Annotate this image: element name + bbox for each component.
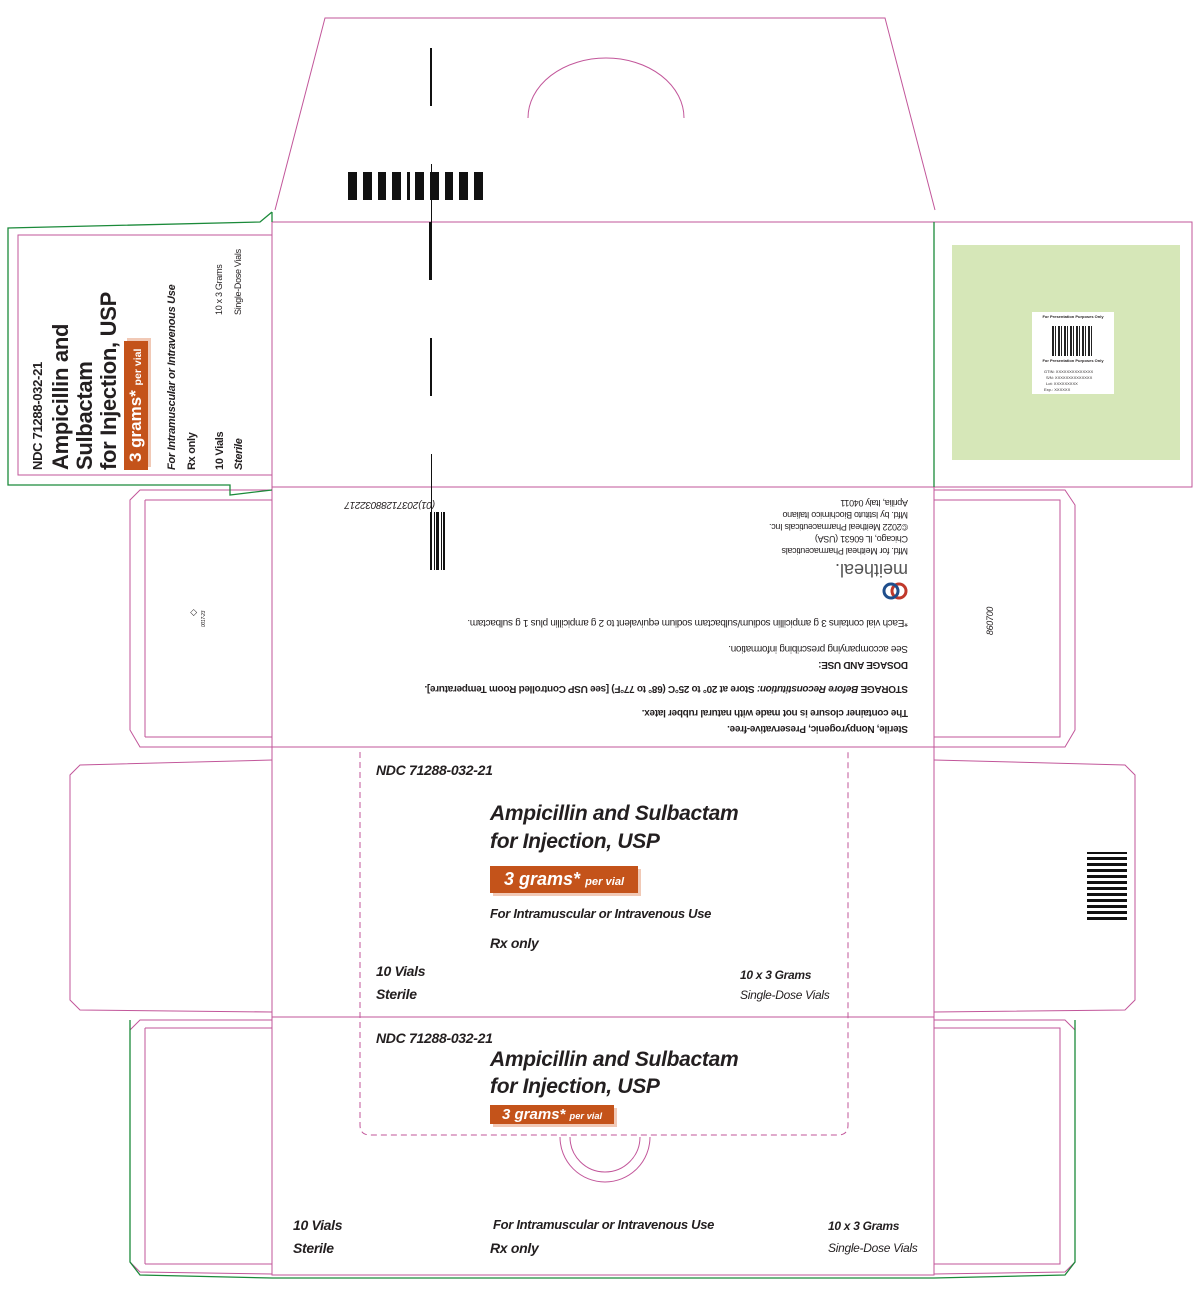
back-line1: Sterile, Nonpyrogenic, Preservative-free. (727, 723, 908, 734)
back-dosage-text: See accompanying prescribing information. (728, 643, 908, 654)
side-pack-desc: Single-Dose Vials (233, 249, 243, 315)
side-rx: Rx only (186, 432, 198, 470)
bottom-rx: Rx only (490, 1240, 539, 1256)
back-code-right: 860700 (985, 606, 996, 636)
bottom-count: 10 Vials (293, 1217, 343, 1233)
front-pack-desc: Single-Dose Vials (740, 988, 830, 1002)
back-mfd-for: Mfd. for Meitheal Pharmaceuticals (781, 546, 908, 556)
front-sterile: Sterile (376, 986, 417, 1002)
bottom-product-name-1: Ampicillin and Sulbactam (490, 1048, 739, 1071)
side-ndc: NDC 71288-032-21 (30, 362, 45, 470)
side-product-name-2: Sulbactam (72, 361, 97, 470)
bottom-strength-unit: per vial (569, 1111, 603, 1121)
qr-gtin: GTIN: XXXXXXXXXXXXXX (1044, 369, 1094, 374)
front-strength: 3 grams* (504, 869, 581, 889)
side-strength: 3 grams* (126, 390, 145, 462)
side-product-name-1: Ampicillin and (48, 323, 73, 470)
back-place: Aprilia, Italy 04011 (840, 498, 908, 508)
back-mfd-by: Mfd. by Istituto Biochimico Italiano (782, 510, 908, 520)
top-flap-marks (348, 172, 483, 200)
front-ndc: NDC 71288-032-21 (376, 762, 493, 778)
front-count: 10 Vials (376, 963, 426, 979)
meitheal-logo-icon (882, 582, 908, 600)
recycle-icon: ◇ (188, 609, 198, 616)
side-strength-unit: per vial (132, 348, 144, 386)
bottom-strength-badge (490, 1105, 614, 1124)
back-storage: STORAGE Before Reconstitution: Store at 20° to 25°C (68° to 77°F) [see USP Controlled Room Temperature]. (424, 683, 908, 694)
bottom-sterile: Sterile (293, 1240, 334, 1256)
back-footnote: *Each vial contains 3 g ampicillin sodium/sulbactam sodium equivalent to 2 g ampicillin plus 1 g sulbactam. (467, 617, 908, 628)
qr-title-2: For Presentation Purposes Only (1042, 358, 1104, 363)
side-pack: 10 x 3 Grams (214, 264, 224, 315)
side-panel (30, 230, 280, 470)
side-route: For Intramuscular or Intravenous Use (166, 284, 178, 470)
qr-lot: Lot: XXXXXXXXX (1046, 381, 1078, 386)
back-copyright: ©2022 Meitheal Pharmaceuticals Inc. (769, 522, 908, 532)
back-line2: The container closure is not made with natural rubber latex. (642, 707, 908, 718)
bottom-pack-desc: Single-Dose Vials (828, 1241, 918, 1255)
front-rx: Rx only (490, 935, 539, 951)
bottom-product-name-2: for Injection, USP (490, 1075, 660, 1098)
front-strength-unit: per vial (585, 876, 625, 888)
bottom-pack: 10 x 3 Grams (828, 1219, 900, 1233)
back-brand: meitheal. (834, 560, 908, 580)
front-strength-badge (490, 866, 638, 893)
bottom-strength: 3 grams* (502, 1106, 566, 1123)
qr-title: For Presentation Purposes Only (1042, 314, 1104, 319)
front-product-name-2: for Injection, USP (490, 830, 660, 853)
gtin-barcode (290, 512, 445, 570)
side-product-name-3: for Injection, USP (96, 292, 121, 470)
front-product-name-1: Ampicillin and Sulbactam (490, 802, 739, 825)
qr-exp: Exp.: XXXXXX (1044, 387, 1071, 392)
back-panel (280, 495, 920, 740)
front-pack: 10 x 3 Grams (740, 968, 812, 982)
bottom-ndc: NDC 71288-032-21 (376, 1030, 493, 1046)
bottom-route: For Intramuscular or Intravenous Use (493, 1217, 715, 1232)
qr-sn: S/N: XXXXXXXXXXXXXX (1046, 375, 1093, 380)
back-dosage-heading: DOSAGE AND USE: (818, 659, 908, 670)
qr-code (1052, 326, 1094, 356)
side-count: 10 Vials (214, 431, 226, 470)
back-city: Chicago, IL 60631 (USA) (815, 534, 908, 544)
barcode-text: (01)20371288032217 (344, 499, 435, 510)
serialization-label (1032, 312, 1114, 394)
back-small-code: 0017-23 (201, 610, 208, 628)
front-route: For Intramuscular or Intravenous Use (490, 906, 712, 921)
side-strength-badge (124, 341, 148, 470)
side-sterile: Sterile (233, 438, 245, 470)
pharma-code-bars (1087, 852, 1127, 920)
